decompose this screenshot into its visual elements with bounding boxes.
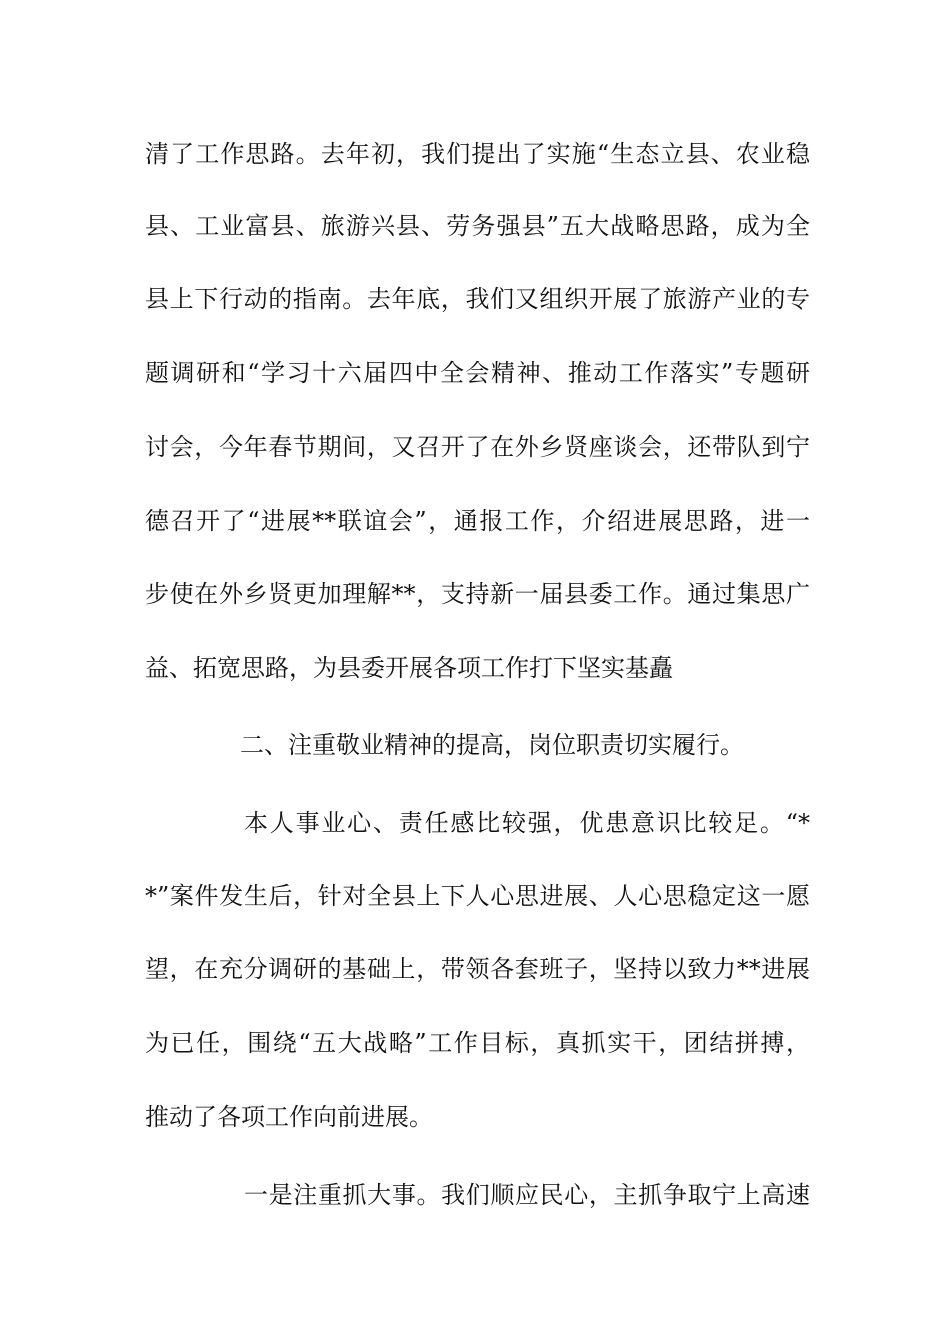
body-text-line: 望，在充分调研的基础上，带领各套班子，坚持以致力**进展 [145,955,810,983]
paragraph-first-line: 本人事业心、责任感比较强，优患意识比较足。“* [244,809,810,837]
body-text-line: 讨会，今年春节期间，又召开了在外乡贤座谈会，还带队到宁 [145,433,810,461]
body-text-line: 推动了各项工作向前进展。 [145,1103,433,1131]
body-text-line: 德召开了“进展**联谊会”，通报工作，介绍进展思路，进一 [145,507,810,535]
section-heading: 二、注重敬业精神的提高，岗位职责切实履行。 [240,731,744,759]
body-text-line: 县、工业富县、旅游兴县、劳务强县”五大战略思路，成为全 [145,212,810,240]
body-text-line: 县上下行动的指南。去年底，我们又组织开展了旅游产业的专 [145,285,810,313]
body-text-line: 步使在外乡贤更加理解**，支持新一届县委工作。通过集思广 [145,580,810,608]
body-text-line: 为已任，围绕“五大战略”工作目标，真抓实干，团结拼搏， [145,1029,810,1057]
body-text-line: *”案件发生后，针对全县上下人心思进展、人心思稳定这一愿 [145,882,810,910]
paragraph-first-line: 一是注重抓大事。我们顺应民心，主抓争取宁上高速 [244,1181,810,1209]
body-text-line: 清了工作思路。去年初，我们提出了实施“生态立县、农业稳 [145,140,810,168]
body-text-line: 益、拓宽思路，为县委开展各项工作打下坚实基矗 [145,654,673,682]
body-text-line: 题调研和“学习十六届四中全会精神、推动工作落实”专题研 [145,359,810,387]
